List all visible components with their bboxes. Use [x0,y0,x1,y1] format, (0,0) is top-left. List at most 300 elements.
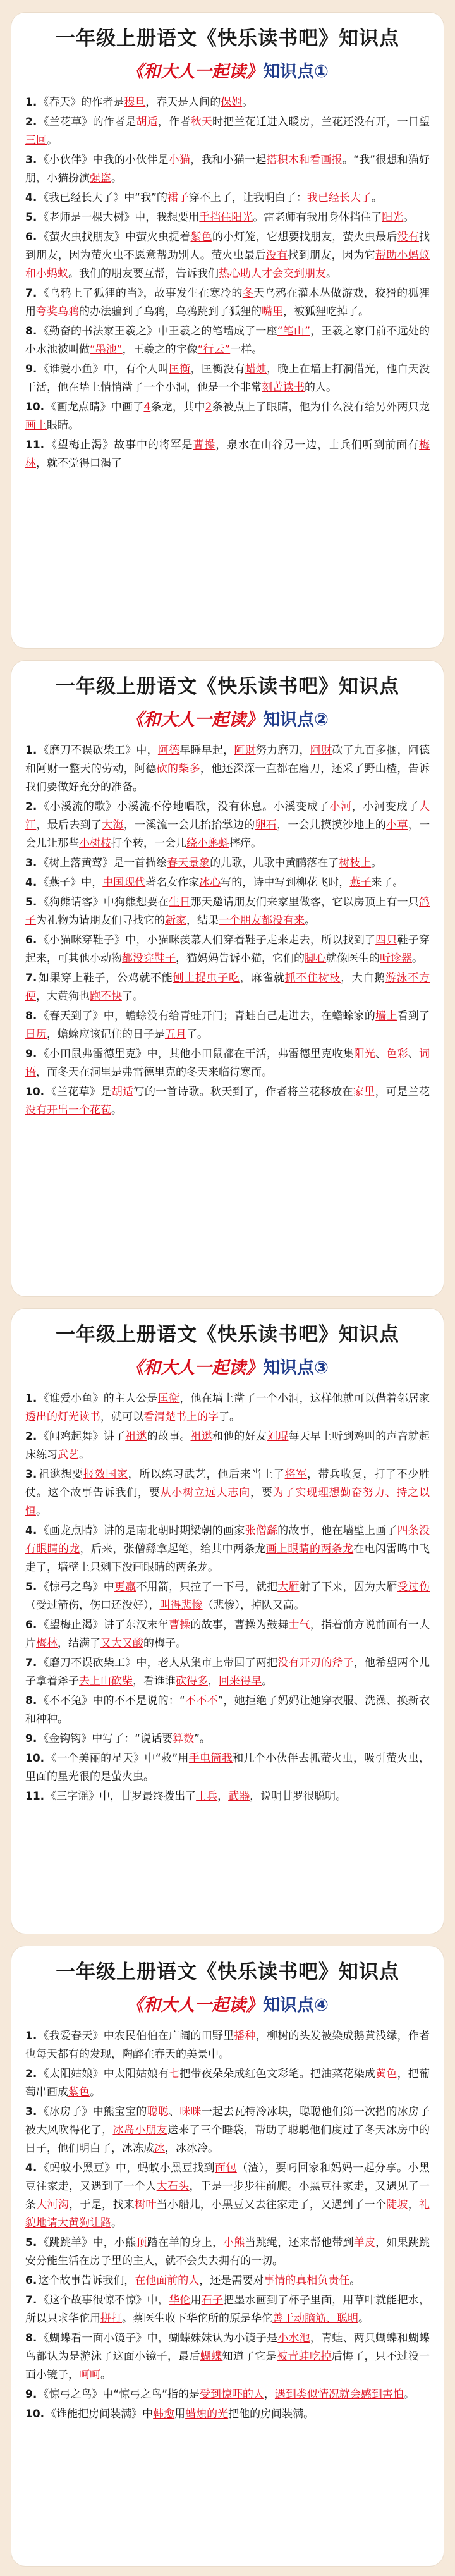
item-text: 找到朋友，因为它 [288,249,375,262]
item-text: ，王羲之的字像 [122,343,198,356]
highlighted-answer: 夸奖乌鸦 [36,305,79,318]
item-text: 。 [111,2217,122,2229]
highlighted-answer: 小河 [329,800,352,813]
item-text: ，大白鹅 [341,972,385,984]
highlighted-answer: 咪咪 [179,2106,202,2118]
highlighted-answer: 遇到类似情况就会感到害怕 [274,2388,404,2401]
item-text: 踏在羊的身上， [147,2236,224,2249]
highlighted-answer: 羊皮 [353,2236,376,2249]
item-text: ，就可以 [100,1411,143,1423]
highlighted-answer: 色彩 [386,1048,408,1060]
item-text: 。 [349,2274,361,2287]
item-text: 的故事，曹操为鼓舞 [190,1619,289,1631]
highlighted-answer: 新家 [165,914,186,927]
item-text: 条被点上了眼睛，他为什么没有给另外两只龙 [212,401,430,414]
item-text: ，小河变成了 [351,800,420,813]
item-text: 砍了九百多捆，阿德和阿财一整天的劳动，阿德 [25,744,430,775]
item-text: 《磨刀不误砍柴工》中，老人从集市上带回了两把 [38,1657,278,1669]
highlighted-answer: 算数 [173,1733,195,1745]
item-number: 2. [25,1430,37,1443]
item-number: 9. [25,1733,37,1745]
item-text: 。 [326,267,337,280]
highlighted-answer: 祖逖 [125,1430,147,1443]
highlighted-answer: 武艺 [58,1449,79,1461]
highlighted-answer: 受过伤 [397,1581,430,1593]
item-text: ，泉水在山谷另一边，士兵们听到前面有 [215,439,420,451]
highlighted-answer: 墙上 [375,1010,397,1022]
item-number: 10. [25,2408,45,2420]
knowledge-item [25,398,430,435]
item-text: ， [217,1790,229,1803]
item-number: 3. [25,857,37,869]
card-title: 一年级上册语文《快乐读书吧》知识点 [56,1961,399,1984]
highlighted-answer: 匡衡 [169,363,191,376]
item-number: 2. [25,800,37,813]
highlighted-answer: 梅林 [36,1637,58,1650]
item-text: 和他的好友 [212,1430,267,1443]
highlighted-answer: 砍得多 [176,1675,208,1688]
item-text: 看到了 [397,1010,430,1022]
knowledge-item [25,2386,430,2404]
highlighted-answer: 冰心 [199,876,221,889]
item-text: ，我和小猫一起 [190,154,267,166]
item-text: ，结满了 [58,1637,100,1650]
item-text: 《老师是一棵大树》中，我想要用 [38,211,200,224]
highlighted-answer: 从小树立远大志向 [160,1487,251,1499]
item-text: ，带兵收复，打了不少胜仗。这个故事告诉我们，要 [25,1468,430,1499]
item-number: 3. [25,2106,37,2118]
item-text: 摔痒。 [229,837,262,850]
highlighted-answer: 七 [169,2068,180,2080]
highlighted-answer: 事情的真相负责任 [264,2274,350,2287]
highlighted-answer: 回来得早 [219,1675,262,1688]
item-text: 。 [242,96,253,109]
item-number: 6. [25,2274,37,2287]
highlighted-answer: 看清楚书上的字 [143,1411,219,1423]
knowledge-item [25,1045,430,1082]
knowledge-item [25,360,430,397]
item-text: ，指着前方说前面有一大片 [25,1619,430,1650]
knowledge-item [25,285,430,321]
knowledge-item [25,1616,430,1653]
knowledge-item [25,2234,430,2271]
item-text: 。 [358,2312,369,2325]
highlighted-answer: 画上 [25,419,47,432]
highlighted-answer: 没有开刃的斧子 [277,1657,354,1669]
item-text: ，他希望两个儿子拿着斧子 [25,1657,430,1688]
item-text: ，于是一步步往前爬。小黑豆往家走，又遇见了一条 [25,2180,430,2211]
highlighted-answer: 匡衡 [157,1392,180,1405]
item-text: 穿不上了，让我明白了： [188,192,307,204]
highlighted-answer: 呵呵 [79,2369,100,2381]
item-text: 送来了三个睡袋，帮助了聪聪他们度过了冬天冰房中的日子，他们明白了，冰冻成 [25,2124,430,2155]
item-text: 《春天到了》中，蟾蜍没有给青蛙开门；青蛙自己走进去，在蟾蜍家的 [38,1010,376,1022]
item-text: 。 [294,1599,305,1612]
highlighted-answer: 我已经长大了 [306,192,372,204]
highlighted-answer: 陡坡 [386,2199,408,2211]
card-title: 一年级上册语文《快乐读书吧》知识点 [56,675,399,698]
item-number: 6. [25,231,37,243]
item-text: 。 [36,1505,47,1518]
item-text: ，结果 [186,914,219,927]
item-number: 11. [25,1790,45,1803]
item-number: 5. [25,211,37,224]
card-title: 一年级上册语文《快乐读书吧》知识点 [56,27,399,50]
item-number: 1. [25,96,37,109]
item-number: 9. [25,363,37,376]
knowledge-item [25,1578,430,1615]
item-text: 《谁爱小鱼》中，有个人叫 [38,363,169,376]
item-text: 《谁能把房间装满》中 [46,2408,154,2420]
knowledge-item [25,436,430,473]
item-text: ，他在墙上凿了一个小洞，这样他就可以借着邻居家 [179,1392,430,1405]
subtitle-section-label: 知识点② [263,710,329,730]
highlighted-answer: 更羸 [114,1581,136,1593]
item-text: 《望梅止渴》故事中的将军是 [46,439,193,451]
knowledge-item [25,2065,430,2102]
item-text: 用 [174,2408,186,2420]
item-text: ，后来，张僧繇拿起笔，给其中两条龙 [80,1543,266,1555]
item-text: ，柳树的头发被染成鹅黄浅绿，作者也每天都有的发现，陶醉在春天的美景中。 [25,2030,430,2061]
item-text: 《小溪流的歌》小溪流不停地唱歌，没有休息。小溪变成了 [38,800,330,813]
knowledge-item [25,2291,430,2328]
knowledge-item [25,2103,430,2158]
highlighted-answer: “墨池” [90,343,123,356]
knowledge-item [25,1788,430,1806]
item-text: 一样。 [230,343,263,356]
highlighted-answer: 手电筒我 [188,1752,233,1765]
item-text: 为礼物为请朋友们寻找它的 [36,914,165,927]
highlighted-answer: 燕子 [349,876,372,889]
item-text: ，大黄狗也 [36,990,90,1003]
knowledge-item [25,1083,430,1120]
highlighted-answer: 被青蛙吃掉 [277,2350,332,2363]
item-text: 《不不兔》中的不不是说的：“ [38,1695,185,1707]
highlighted-answer: 4 [143,401,151,414]
item-number: 4. [25,1524,37,1537]
highlighted-answer: 胡适 [136,116,158,128]
item-text: 《我爱春天》中农民伯伯在广阔的田野里 [38,2030,234,2042]
highlighted-answer: 韩愈 [153,2408,175,2420]
card-subtitle [11,59,444,85]
item-text: 的办法骗到了乌鸦，乌鸦跳到了狐狸的 [79,305,262,318]
item-text: 的小灯笼，它想要找朋友，萤火虫最后 [212,231,397,243]
item-text: ”，她拒绝了妈妈让她穿衣服、洗澡、换新衣和种种。 [25,1695,430,1726]
highlighted-answer: 张僧繇 [245,1524,278,1537]
item-number: 6. [25,934,37,947]
highlighted-answer: 鸽子 [25,896,430,927]
item-text: 。 [403,2388,415,2401]
item-text: 。雷老师有我用身体挡住了 [253,211,382,224]
item-text: 。蔡医生收下华佗所的原是华佗 [122,2312,272,2325]
item-text: 了。 [186,1028,208,1041]
knowledge-item [25,854,430,873]
item-text: ，王羲之家门前不远处的小水池被叫做 [25,325,430,356]
highlighted-answer: 画上眼睛的两条龙 [265,1543,354,1555]
highlighted-answer: 没有 [397,231,420,243]
item-number: 5. [25,1581,37,1593]
highlighted-answer: 曹操 [193,439,216,451]
item-text: ， [208,1675,219,1688]
item-text: 每天早上听到鸡叫的声音就起床练习 [25,1430,430,1461]
item-text: ，猫妈妈告诉小猫，它们的 [176,952,305,965]
highlighted-answer: 去上山砍柴 [79,1675,133,1688]
highlighted-answer: 石子 [201,2294,224,2307]
item-text: （悲惨），掉队又高 [202,1599,294,1612]
knowledge-card-1 [11,13,444,648]
knowledge-item [25,1428,430,1464]
item-text: 眼睛。 [47,419,79,432]
item-text: ，于是，找来 [69,2199,135,2211]
highlighted-answer: 紫色 [68,2086,90,2099]
item-text: 努力磨刀， [255,744,310,757]
knowledge-item [25,798,430,853]
item-text: 当跳绳，还来帮他带到 [245,2236,354,2249]
item-number: 8. [25,1695,37,1707]
item-text: 射了下来，因为大雁 [299,1581,397,1593]
highlighted-answer: 大雁 [277,1581,300,1593]
knowledge-item [25,1007,430,1044]
highlighted-answer: 梅林 [25,439,430,470]
item-text: 《这个故事很惊不惊》中， [38,2294,169,2307]
item-number: 2. [25,116,37,128]
highlighted-answer: 穆旦 [124,96,146,109]
highlighted-answer: 听诊器 [380,952,412,965]
highlighted-answer: 面包 [214,2162,237,2174]
knowledge-item [25,209,430,227]
highlighted-answer: 都没穿鞋子 [122,952,176,965]
item-text: 就像医生的 [326,952,380,965]
item-text: 的儿歌，儿歌中黄鹂落在了 [210,857,339,869]
subtitle-book-name: 《和大人一起读》 [126,1358,264,1378]
item-text: 的故事。 [147,1430,191,1443]
knowledge-item [25,1730,430,1748]
highlighted-answer: 小草 [386,819,408,831]
item-number: 4. [25,2162,37,2174]
highlighted-answer: 刘琨 [267,1430,289,1443]
highlighted-answer: 树枝上 [339,857,372,869]
highlighted-answer: 2 [205,401,212,414]
highlighted-answer: 卵石 [255,819,277,831]
item-text: 《树上落黄莺》是一首描绘 [38,857,167,869]
highlighted-answer: 阳光 [382,211,404,224]
item-text: （渣），要叼回家和妈妈一起分享。小黑豆往家走，又遇到了一个人 [25,2162,430,2193]
item-text: 一起去瓦特冷冰块，聪聪他们第一次搭的冰房子被大风吹得化了， [25,2106,430,2137]
item-text: 的故事，他在墙壁上画了 [277,1524,397,1537]
item-text: 《兰花草》的作者是 [38,116,136,128]
item-text: 著名女作家 [145,876,200,889]
item-text: 。我们的朋友要互帮，告诉我们 [68,267,219,280]
highlighted-answer: 帮助小蚂蚁和小蚂蚁 [25,249,430,280]
item-text: 。 [305,914,315,927]
item-number: 10. [25,401,45,414]
item-text: 把带夜朵朵成红色文彩笔。把油菜花染成 [179,2068,376,2080]
item-text: 《勤奋的书法家王羲之》中王羲之的笔墙成了一座 [38,325,277,338]
item-number: 10. [25,1086,45,1098]
knowledge-list [11,733,444,1120]
item-text: （受过箭伤，伤口还没好）， [25,1599,160,1612]
highlighted-answer: 没有开出一个花苞 [25,1104,111,1117]
highlighted-answer: 大河沟 [36,2199,70,2211]
item-text: 《小猫咪穿鞋子》中，小猫咪羡慕人们穿着鞋子走来走去，所以找到了 [38,934,376,947]
item-number: 5. [25,2236,37,2249]
item-text: ，匡衡没有 [190,363,245,376]
highlighted-answer: 为了实现理想勤奋努力、持之以恒 [25,1487,430,1518]
item-text: 和几个小伙伴去抓萤火虫，吸引萤火虫，里面的星光很的是萤火虫。 [25,1752,430,1783]
item-number: 1. [25,744,37,757]
highlighted-answer: 播种 [234,2030,256,2042]
subtitle-section-label: 知识点① [263,62,329,82]
item-text: ，一会儿让那些 [25,819,430,850]
highlighted-answer: 搭积木和看画报 [266,154,343,166]
item-text: 。 [100,2369,111,2381]
item-number: 7. [25,287,37,300]
highlighted-answer: 武器 [228,1790,250,1803]
item-text: 鞋子穿起来，可其他小动物 [25,934,430,965]
highlighted-answer: 华伦 [169,2294,191,2307]
item-number: 3. [25,1468,37,1481]
item-text: 。 [371,857,382,869]
highlighted-answer: 刨土捉虫子吃 [173,972,240,984]
item-text: ，晚上在墙上打洞借光，他白天没干活，他在墙上悄悄凿了一个小洞，他是一个非常 [25,363,430,394]
knowledge-list [11,1381,444,1806]
item-text: 知道了它是 [222,2350,277,2363]
knowledge-item [25,931,430,968]
highlighted-answer: 透出的灯光读书 [25,1411,100,1423]
item-text: ，把葡萄串画成 [25,2068,430,2099]
item-text: 当小船儿，小黑豆又去往家走了，又遇到了一个 [156,2199,387,2211]
highlighted-answer: “笔山” [277,325,310,338]
item-text: ， [408,2199,420,2211]
item-text: ，他还深深一直都在磨刀，还采了野山楂，告诉我们要做好充分的准备。 [25,763,430,794]
knowledge-item [25,1522,430,1577]
knowledge-item [25,228,430,283]
highlighted-answer: 小熊 [223,2236,245,2249]
item-text: 《画龙点睛》讲的是南北朝时期梁朝的画家 [38,1524,245,1537]
item-text: 如果穿上鞋子，公鸡就不能 [38,972,173,984]
highlighted-answer: 士兵 [196,1790,218,1803]
item-text: ， [199,2274,210,2287]
knowledge-card-3 [11,1309,444,1934]
highlighted-answer: 冰 [154,2142,165,2155]
knowledge-card-2 [11,661,444,1296]
item-text: 不用箭，只拉了一下弓，就把 [136,1581,278,1593]
item-text: 了。 [122,990,143,1003]
item-text: 《春天》的作者是 [38,96,124,109]
item-number: 5. [25,896,37,909]
highlighted-answer: 裙子 [167,192,189,204]
item-number: 7. [25,2294,37,2307]
knowledge-item [25,1390,430,1426]
highlighted-answer: 强盗 [90,172,111,185]
knowledge-item [25,2329,430,2384]
highlighted-answer: 小水池 [277,2332,310,2345]
highlighted-answer: 阿财 [310,744,332,757]
item-text: 《小田鼠弗雷德里克》中，其他小田鼠都在干活，弗雷德里克收集 [38,1048,354,1060]
item-text: 《乌鸦上了狐狸的当》，故事发生在寒冷的 [38,287,243,300]
highlighted-answer: 阿德 [157,744,180,757]
item-text: ，一会儿摸摸沙地上的 [277,819,387,831]
highlighted-answer: 砍的柴多 [156,763,200,775]
item-number: 3. [25,154,37,166]
item-text: 打个转，一会儿 [111,837,186,850]
knowledge-item [25,189,430,207]
item-text: 条龙，其中 [150,401,205,414]
item-number: 4. [25,192,37,204]
highlighted-answer: 游泳不方便 [25,972,430,1003]
item-text: 《蚂蚁小黑豆》中，蚂蚁小黑豆找到 [38,2162,215,2174]
item-number: 7. [25,972,37,984]
item-text: ， [264,2388,275,2401]
item-text: 写的，诗中写到柳花飞时， [221,876,350,889]
highlighted-answer: 四条没有眼睛的龙 [25,1524,430,1555]
knowledge-item [25,2405,430,2424]
item-text: 《我已经长大了》中“我”的 [38,192,167,204]
item-number: 7. [25,1657,37,1669]
item-text: ”。 [194,1733,210,1745]
highlighted-answer: 中国现代 [102,876,146,889]
highlighted-answer: 聪聪 [147,2106,169,2118]
item-text: 《惊弓之鸟》中“惊弓之鸟”指的是 [38,2388,200,2401]
item-text: 。 [79,1449,90,1461]
knowledge-item [25,151,430,188]
highlighted-answer: 曹操 [169,1619,191,1631]
item-text: ，就不觉得口渴了 [36,457,122,470]
highlighted-answer: 蝴蝶 [200,2350,222,2363]
item-number: 8. [25,1010,37,1022]
item-text: 用 [190,2294,202,2307]
highlighted-answer: “行云” [197,343,231,356]
item-text: 。 [262,1675,272,1688]
highlighted-answer: 热心助人才会交到朋友 [219,267,326,280]
item-number: 10. [25,1752,45,1765]
knowledge-item [25,874,430,892]
item-text: 的梅子。 [143,1637,186,1650]
highlighted-answer: 三回 [25,134,47,147]
item-text: ，春天是人间的 [145,96,221,109]
item-text: 《跳跳羊》中，小熊 [38,2236,136,2249]
item-text: 《兰花草》是 [46,1086,112,1098]
item-text: 《画龙点睛》中画了 [46,401,144,414]
item-text: 后悔了，只不过没一面小镜子， [25,2350,430,2381]
highlighted-answer: 四只 [375,934,397,947]
item-text: 《太阳姑娘》中太阳姑娘有 [38,2068,169,2080]
card-title: 一年级上册语文《快乐读书吧》知识点 [56,1323,399,1346]
item-text: 早睡早起， [179,744,234,757]
highlighted-answer: 阳光 [353,1048,376,1060]
highlighted-answer: 家里 [353,1086,375,1098]
card-subtitle [11,1356,444,1381]
item-text: 《闻鸡起舞》讲了 [38,1430,126,1443]
item-text: 把他的房间装满。 [228,2408,315,2420]
knowledge-item [25,1654,430,1691]
knowledge-item [25,113,430,150]
item-text: 。 [403,211,415,224]
item-number: 8. [25,325,37,338]
highlighted-answer: 手挡住阳光 [199,211,253,224]
item-number: 9. [25,1048,37,1060]
item-text: ，作者 [157,116,191,128]
highlighted-answer: 冰岛小朋友 [112,2124,167,2137]
item-number: 2. [25,2068,37,2080]
highlighted-answer: 春天景象 [167,857,210,869]
highlighted-answer: 生日 [169,896,191,909]
highlighted-answer: 小猫 [168,154,191,166]
highlighted-answer: 树叶 [135,2199,157,2211]
highlighted-answer: 又大又酸 [100,1637,143,1650]
knowledge-item [25,94,430,112]
subtitle-book-name: 《和大人一起读》 [126,710,264,730]
